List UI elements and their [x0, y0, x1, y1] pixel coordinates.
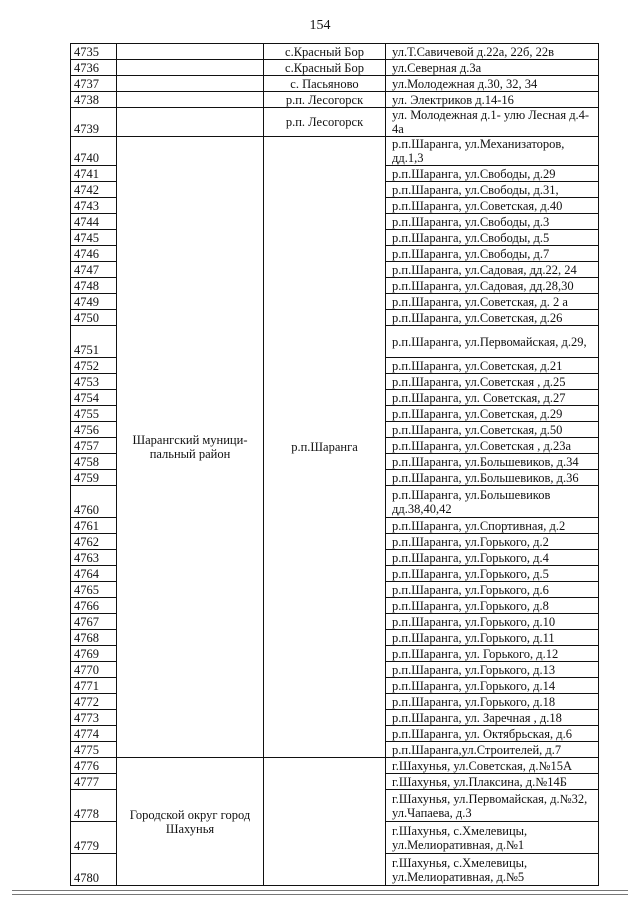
- row-number: 4762: [71, 534, 117, 550]
- row-number: 4772: [71, 694, 117, 710]
- row-number: 4777: [71, 774, 117, 790]
- region-cell: Городской округ город Шахунья: [117, 758, 264, 886]
- address-cell: р.п.Шаранга, ул.Свободы, д.29: [386, 166, 599, 182]
- address-cell: г.Шахунья, с.Хмелевицы, ул.Мелиоративная, д.№1: [386, 822, 599, 854]
- address-cell: г.Шахунья, ул.Первомайская, д.№32, ул.Чапаева, д.3: [386, 790, 599, 822]
- address-cell: ул. Молодежная д.1- улю Лесная д.4-4а: [386, 108, 599, 137]
- row-number: 4742: [71, 182, 117, 198]
- row-number: 4740: [71, 137, 117, 166]
- table-row: [71, 758, 599, 774]
- row-number: 4741: [71, 166, 117, 182]
- row-number: 4778: [71, 790, 117, 822]
- table-row: [71, 76, 599, 92]
- row-number: 4763: [71, 550, 117, 566]
- row-number: 4735: [71, 44, 117, 60]
- region-cell: Шарангский муници-пальный район: [117, 137, 264, 758]
- bottom-rule: [12, 894, 628, 895]
- region-cell: [117, 76, 264, 92]
- address-cell: р.п.Шаранга, ул.Горького, д.8: [386, 598, 599, 614]
- locality-cell: с. Пасьяново: [264, 76, 386, 92]
- row-number: 4768: [71, 630, 117, 646]
- region-cell: [117, 108, 264, 137]
- address-table: [70, 43, 599, 886]
- address-cell: р.п.Шаранга, ул.Горького, д.6: [386, 582, 599, 598]
- address-cell: р.п.Шаранга, ул. Советская, д.27: [386, 390, 599, 406]
- address-cell: р.п.Шаранга, ул.Советская, д.29: [386, 406, 599, 422]
- address-cell: г.Шахунья, ул.Советская, д.№15А: [386, 758, 599, 774]
- row-number: 4775: [71, 742, 117, 758]
- page-number: 154: [309, 18, 331, 33]
- row-number: 4743: [71, 198, 117, 214]
- locality-cell: р.п. Лесогорск: [264, 92, 386, 108]
- address-cell: р.п.Шаранга,ул.Строителей, д.7: [386, 742, 599, 758]
- row-number: 4771: [71, 678, 117, 694]
- row-number: 4758: [71, 454, 117, 470]
- address-cell: р.п.Шаранга, ул.Советская, д.26: [386, 310, 599, 326]
- address-cell: р.п.Шаранга, ул.Механизаторов, дд.1,3: [386, 137, 599, 166]
- row-number: 4761: [71, 518, 117, 534]
- address-cell: р.п.Шаранга, ул.Первомайская, д.29,: [386, 326, 599, 358]
- address-cell: р.п.Шаранга, ул.Большевиков, д.34: [386, 454, 599, 470]
- row-number: 4779: [71, 822, 117, 854]
- row-number: 4744: [71, 214, 117, 230]
- locality-cell: р.п. Лесогорск: [264, 108, 386, 137]
- address-cell: р.п.Шаранга, ул.Свободы, д.3: [386, 214, 599, 230]
- address-cell: р.п.Шаранга, ул.Свободы, д.7: [386, 246, 599, 262]
- row-number: 4749: [71, 294, 117, 310]
- address-cell: р.п.Шаранга, ул.Большевиков дд.38,40,42: [386, 486, 599, 518]
- row-number: 4754: [71, 390, 117, 406]
- row-number: 4773: [71, 710, 117, 726]
- address-cell: р.п.Шаранга, ул.Горького, д.5: [386, 566, 599, 582]
- table-row: [71, 137, 599, 166]
- row-number: 4765: [71, 582, 117, 598]
- row-number: 4766: [71, 598, 117, 614]
- row-number: 4774: [71, 726, 117, 742]
- row-number: 4756: [71, 422, 117, 438]
- address-cell: р.п.Шаранга, ул.Садовая, дд.28,30: [386, 278, 599, 294]
- address-cell: ул.Т.Савичевой д.22а, 22б, 22в: [386, 44, 599, 60]
- locality-cell: с.Красный Бор: [264, 60, 386, 76]
- address-cell: р.п.Шаранга, ул. Горького, д.12: [386, 646, 599, 662]
- row-number: 4750: [71, 310, 117, 326]
- address-cell: г.Шахунья, с.Хмелевицы, ул.Мелиоративная, д.№5: [386, 854, 599, 886]
- address-cell: р.п.Шаранга, ул.Советская, д.50: [386, 422, 599, 438]
- address-cell: г.Шахунья, ул.Плаксина, д.№14Б: [386, 774, 599, 790]
- row-number: 4767: [71, 614, 117, 630]
- address-cell: ул. Электриков д.14-16: [386, 92, 599, 108]
- row-number: 4746: [71, 246, 117, 262]
- row-number: 4780: [71, 854, 117, 886]
- row-number: 4738: [71, 92, 117, 108]
- region-cell: [117, 44, 264, 60]
- table-row: [71, 92, 599, 108]
- address-cell: р.п.Шаранга, ул.Свободы, д.31,: [386, 182, 599, 198]
- table-row: [71, 44, 599, 60]
- locality-cell: [264, 758, 386, 886]
- address-cell: р.п.Шаранга, ул. Заречная , д.18: [386, 710, 599, 726]
- row-number: 4764: [71, 566, 117, 582]
- row-number: 4776: [71, 758, 117, 774]
- address-cell: р.п.Шаранга, ул.Советская , д.23а: [386, 438, 599, 454]
- row-number: 4736: [71, 60, 117, 76]
- row-number: 4753: [71, 374, 117, 390]
- row-number: 4745: [71, 230, 117, 246]
- address-cell: р.п.Шаранга, ул.Советская, д.21: [386, 358, 599, 374]
- address-cell: р.п.Шаранга, ул.Советская, д.40: [386, 198, 599, 214]
- table-row: [71, 108, 599, 137]
- address-cell: р.п.Шаранга, ул.Большевиков, д.36: [386, 470, 599, 486]
- table-row: [71, 60, 599, 76]
- address-cell: р.п.Шаранга, ул.Горького, д.13: [386, 662, 599, 678]
- row-number: 4751: [71, 326, 117, 358]
- row-number: 4737: [71, 76, 117, 92]
- region-cell: [117, 92, 264, 108]
- address-cell: р.п.Шаранга, ул.Горького, д.18: [386, 694, 599, 710]
- row-number: 4759: [71, 470, 117, 486]
- address-cell: р.п.Шаранга, ул. Октябрьская, д.6: [386, 726, 599, 742]
- address-cell: р.п.Шаранга, ул.Горького, д.14: [386, 678, 599, 694]
- locality-cell: р.п.Шаранга: [264, 137, 386, 758]
- address-cell: р.п.Шаранга, ул.Горького, д.2: [386, 534, 599, 550]
- row-number: 4770: [71, 662, 117, 678]
- address-cell: р.п.Шаранга, ул.Свободы, д.5: [386, 230, 599, 246]
- address-cell: р.п.Шаранга, ул.Советская , д.25: [386, 374, 599, 390]
- region-cell: [117, 60, 264, 76]
- address-cell: р.п.Шаранга, ул.Горького, д.4: [386, 550, 599, 566]
- address-cell: р.п.Шаранга, ул.Горького, д.11: [386, 630, 599, 646]
- row-number: 4748: [71, 278, 117, 294]
- row-number: 4747: [71, 262, 117, 278]
- address-cell: ул.Молодежная д.30, 32, 34: [386, 76, 599, 92]
- row-number: 4752: [71, 358, 117, 374]
- row-number: 4739: [71, 108, 117, 137]
- row-number: 4757: [71, 438, 117, 454]
- address-cell: р.п.Шаранга, ул.Советская, д. 2 а: [386, 294, 599, 310]
- address-cell: р.п.Шаранга, ул.Садовая, дд.22, 24: [386, 262, 599, 278]
- address-cell: ул.Северная д.3а: [386, 60, 599, 76]
- row-number: 4760: [71, 486, 117, 518]
- address-cell: р.п.Шаранга, ул.Спортивная, д.2: [386, 518, 599, 534]
- locality-cell: с.Красный Бор: [264, 44, 386, 60]
- address-cell: р.п.Шаранга, ул.Горького, д.10: [386, 614, 599, 630]
- row-number: 4755: [71, 406, 117, 422]
- bottom-rule: [12, 890, 628, 891]
- row-number: 4769: [71, 646, 117, 662]
